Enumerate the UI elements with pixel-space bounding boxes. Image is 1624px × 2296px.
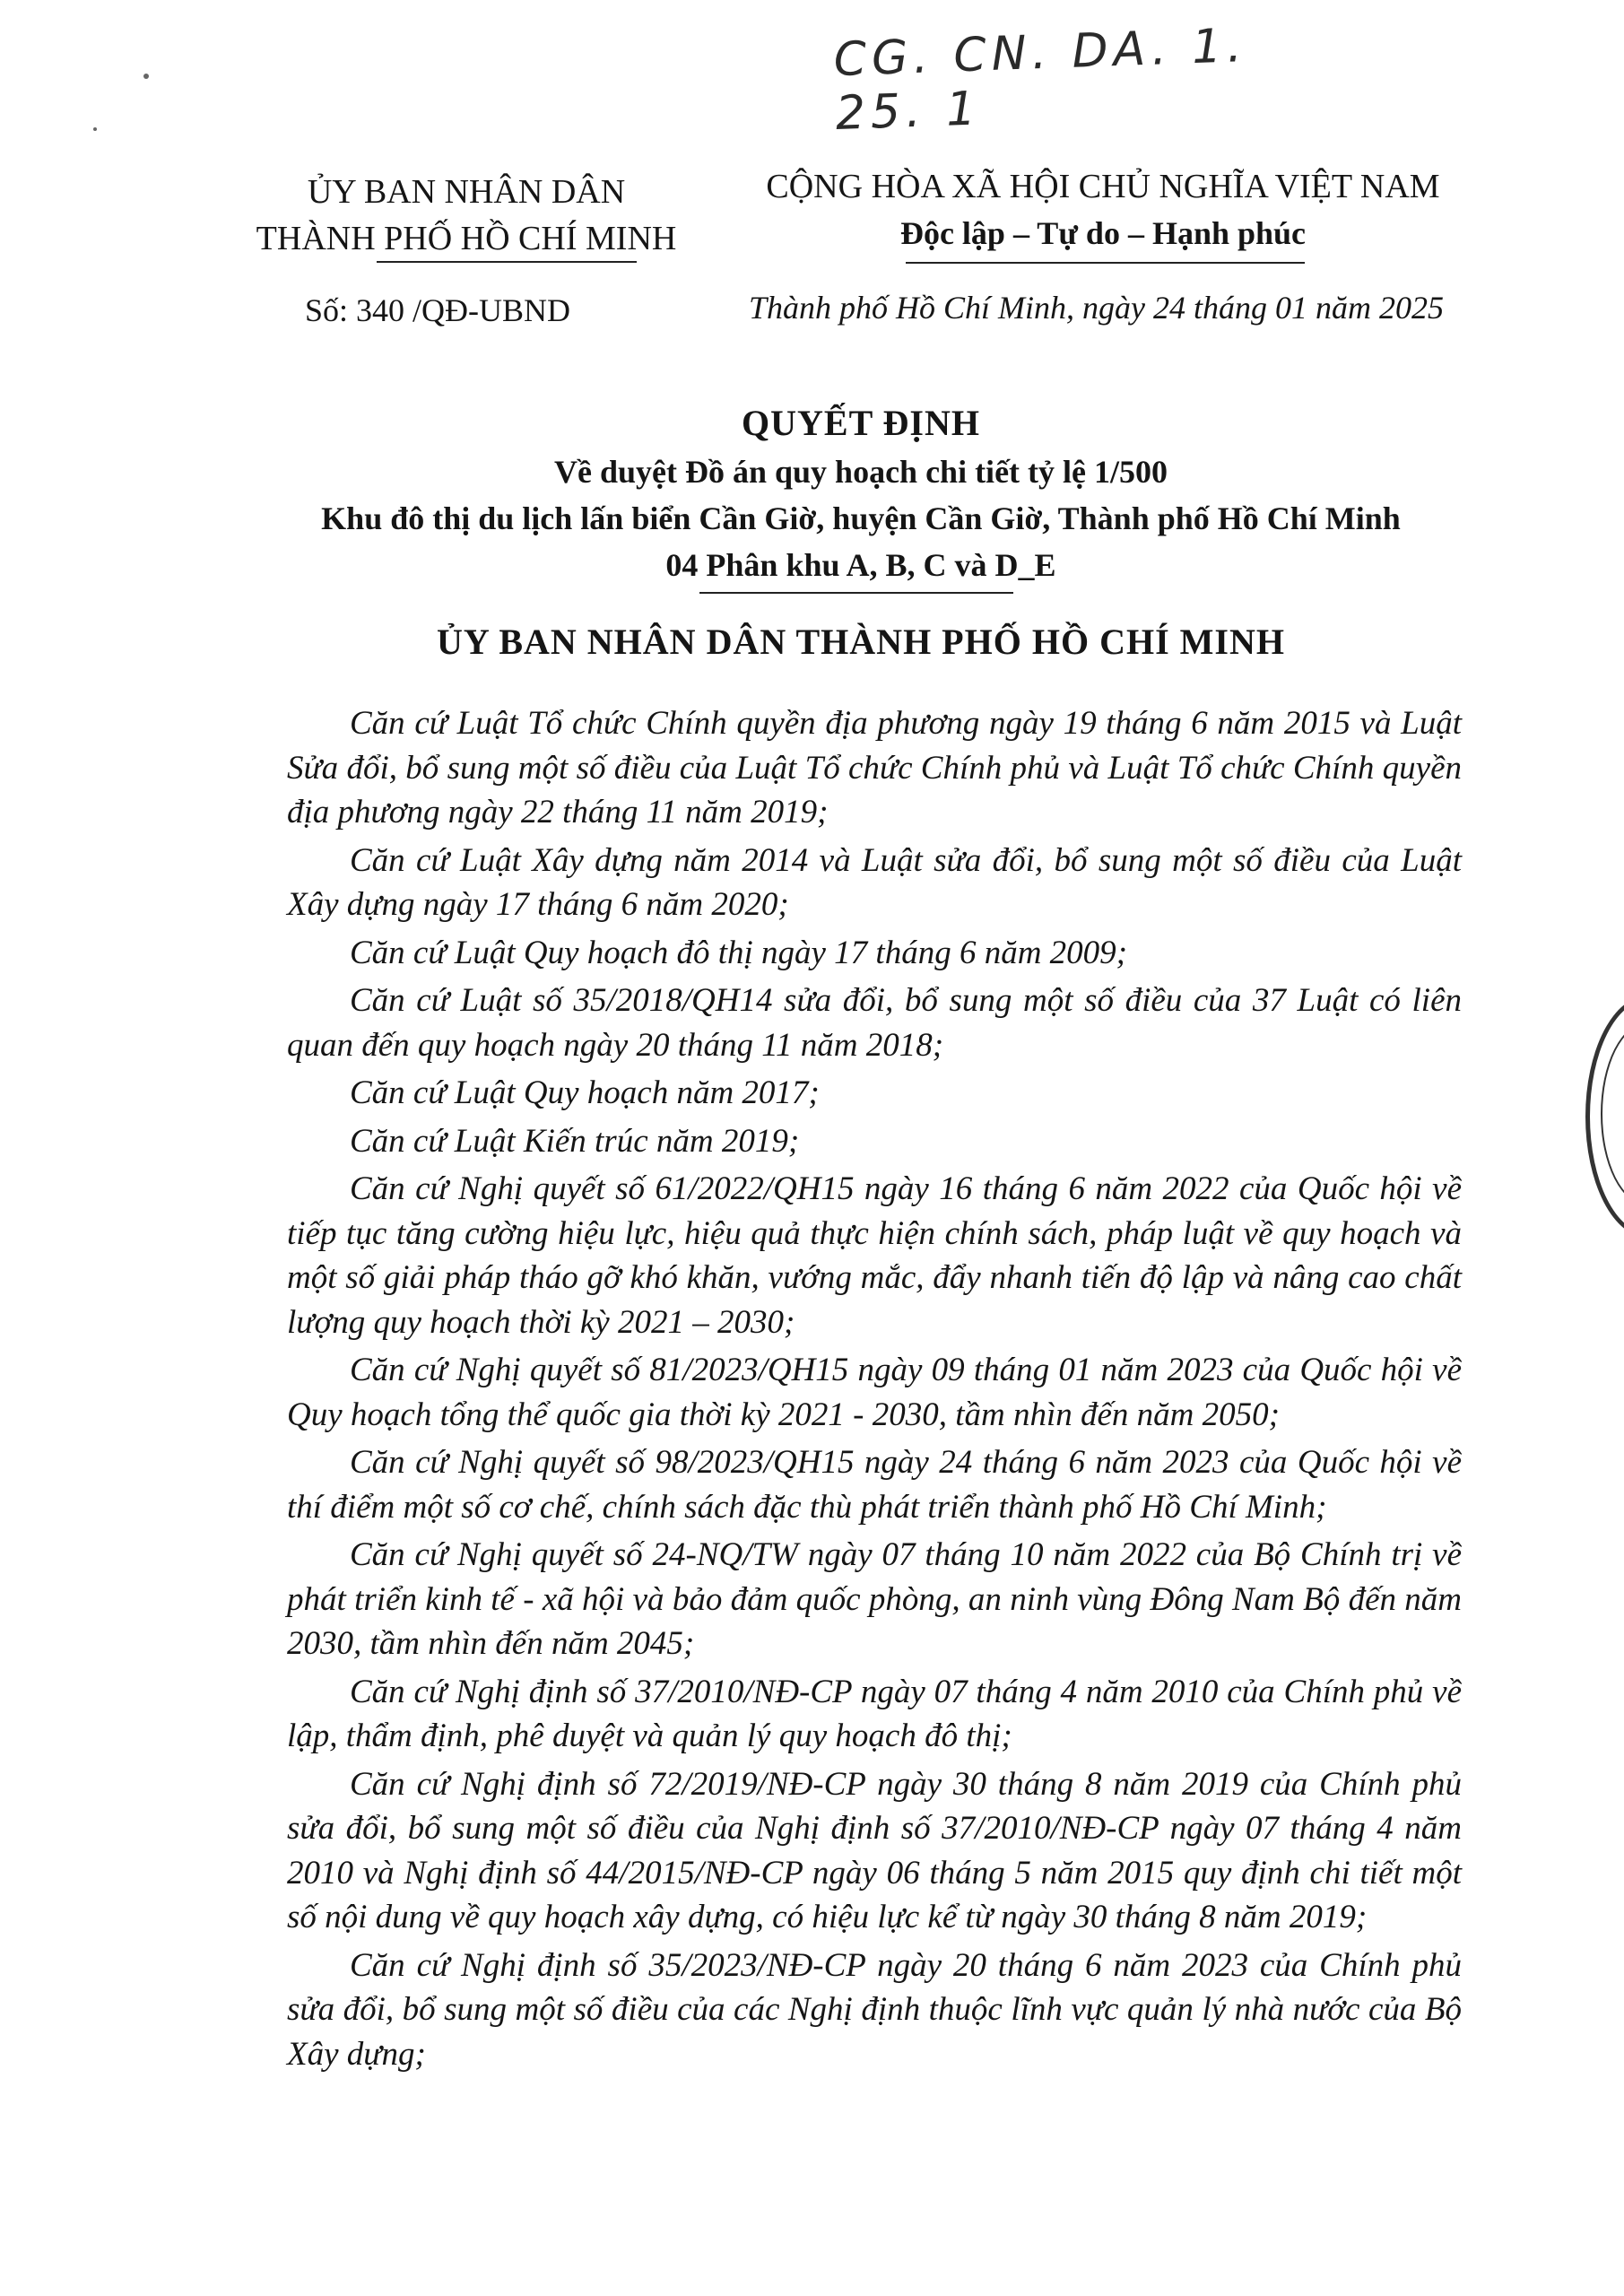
paragraph: Căn cứ Luật Quy hoạch năm 2017;	[350, 1074, 820, 1111]
document-number: Số: 340 /QĐ-UBND	[305, 292, 571, 328]
document-title	[269, 398, 1453, 588]
national-title: CỘNG HÒA XÃ HỘI CHỦ NGHĨA VIỆT NAM	[766, 168, 1440, 205]
title-line3: Khu đô thị du lịch lấn biển Cần Giờ, huyện Cần Giờ, Thành phố Hồ Chí Minh	[321, 500, 1401, 536]
issuing-body: ỦY BAN NHÂN DÂN THÀNH PHỐ HỒ CHÍ MINH	[437, 622, 1285, 662]
handwritten-code: CG. CN. DA. 1. 25. 1	[832, 19, 1248, 142]
paragraph: Căn cứ Luật Kiến trúc năm 2019;	[350, 1122, 800, 1160]
title-line2: Về duyệt Đồ án quy hoạch chi tiết tỷ lệ 1/500	[554, 454, 1168, 490]
issuer-line2: THÀNH PHỐ HỒ CHÍ MINH	[256, 220, 677, 257]
paragraph: Căn cứ Nghị định số 72/2019/NĐ-CP ngày 30 tháng 8 năm 2019 của Chính phủ sửa đổi, bổ sung một số điều của Nghị định số 37/2010/NĐ-CP ngày 07 tháng 4 năm 2010 và Nghị định số 44/2015/NĐ-CP ngày 06 tháng 5 năm 2015 quy định chi tiết một số nội dung về quy hoạch xây dựng, có hiệu lực kể từ ngày 30 tháng 8 năm 2019;	[287, 1765, 1462, 1935]
motto-underline	[906, 262, 1305, 264]
paragraph: Căn cứ Luật số 35/2018/QH14 sửa đổi, bổ sung một số điều của 37 Luật có liên quan đến quy hoạch ngày 20 tháng 11 năm 2018;	[287, 982, 1462, 1064]
national-header	[735, 163, 1471, 257]
paragraph: Căn cứ Luật Xây dựng năm 2014 và Luật sửa đổi, bổ sung một số điều của Luật Xây dựng ngày 17 tháng 6 năm 2020;	[287, 841, 1462, 923]
national-motto: Độc lập – Tự do – Hạnh phúc	[899, 215, 1307, 251]
paragraph: Căn cứ Luật Tổ chức Chính quyền địa phương ngày 19 tháng 6 năm 2015 và Luật Sửa đổi, bổ sung một số điều của Luật Tổ chức Chính phủ và Luật Tổ chức Chính quyền địa phương ngày 22 tháng 11 năm 2019;	[287, 705, 1462, 831]
paragraph: Căn cứ Nghị quyết số 61/2022/QH15 ngày 16 tháng 6 năm 2022 của Quốc hội về tiếp tục tăng cường hiệu lực, hiệu quả thực hiện chính sách, pháp luật về quy hoạch và một số giải pháp tháo gỡ khó khăn, vướng mắc, đẩy nhanh tiến độ lập và nâng cao chất lượng quy hoạch thời kỳ 2021 – 2030;	[287, 1170, 1462, 1341]
paragraph: Căn cứ Nghị quyết số 81/2023/QH15 ngày 09 tháng 01 năm 2023 của Quốc hội về Quy hoạch tổng thể quốc gia thời kỳ 2021 - 2030, tầm nhìn đến năm 2050;	[287, 1352, 1462, 1433]
title-underline	[699, 592, 1013, 594]
issuer-line1: ỦY BAN NHÂN DÂN	[307, 173, 626, 211]
title-line4: 04 Phân khu A, B, C và D_E	[665, 547, 1056, 583]
paragraph: Căn cứ Nghị quyết số 98/2023/QH15 ngày 24 tháng 6 năm 2023 của Quốc hội về thí điểm một số cơ chế, chính sách đặc thù phát triển thành phố Hồ Chí Minh;	[287, 1444, 1462, 1526]
document-date: Thành phố Hồ Chí Minh, ngày 24 tháng 01 năm 2025	[749, 290, 1445, 326]
issuer-underline	[377, 261, 637, 263]
paragraph: Căn cứ Nghị định số 35/2023/NĐ-CP ngày 20 tháng 6 năm 2023 của Chính phủ sửa đổi, bổ sung một số điều của các Nghị định thuộc lĩnh vực quản lý nhà nước của Bộ Xây dựng;	[287, 1946, 1462, 2073]
paragraph: Căn cứ Nghị định số 37/2010/NĐ-CP ngày 07 tháng 4 năm 2010 của Chính phủ về lập, thẩm định, phê duyệt và quản lý quy hoạch đô thị;	[287, 1673, 1462, 1754]
title-line1: QUYẾT ĐỊNH	[742, 403, 980, 443]
scan-speck	[143, 74, 149, 79]
scan-speck	[93, 127, 97, 131]
paragraph: Căn cứ Luật Quy hoạch đô thị ngày 17 tháng 6 năm 2009;	[350, 934, 1128, 971]
preamble	[287, 701, 1462, 2080]
issuer-header	[224, 169, 708, 262]
paragraph: Căn cứ Nghị quyết số 24-NQ/TW ngày 07 tháng 10 năm 2022 của Bộ Chính trị về phát triển kinh tế - xã hội và bảo đảm quốc phòng, an ninh vùng Đông Nam Bộ đến năm 2030, tầm nhìn đến năm 2045;	[287, 1536, 1462, 1662]
